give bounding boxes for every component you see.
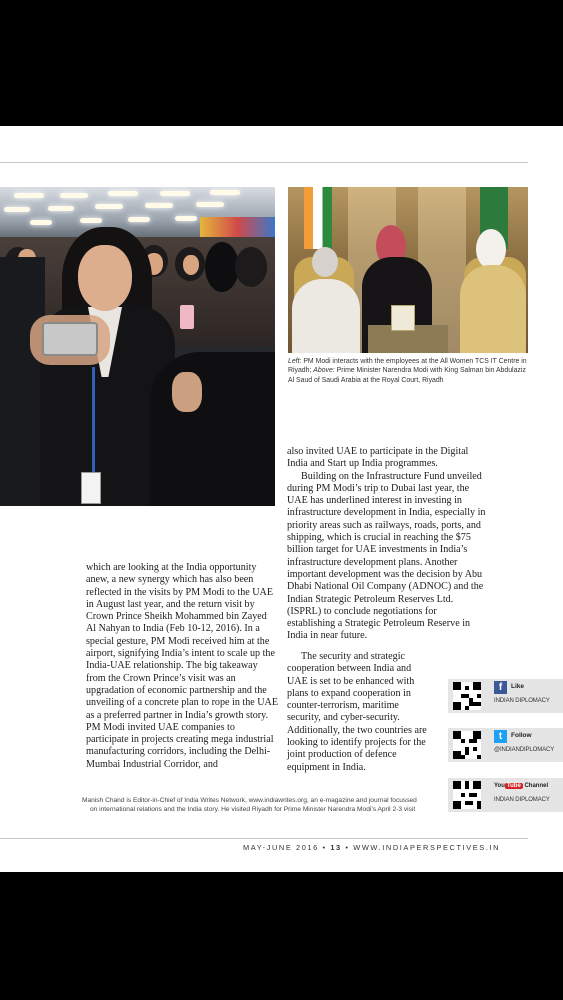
top-rule: [0, 162, 528, 163]
smartphone-icon: [42, 322, 98, 356]
footer-issue: MAY-JUNE 2016: [243, 843, 319, 852]
bottom-rule: [0, 838, 528, 839]
foreground-abaya: [150, 352, 275, 506]
body-paragraph: also invited UAE to participate in the Digital India and Start up India programmes.: [287, 446, 469, 470]
social-handle: INDIAN DIPLOMACY: [494, 797, 550, 803]
id-badge: [81, 472, 101, 504]
caption-left-label: Left:: [288, 358, 302, 365]
social-network-label: Like: [511, 683, 525, 690]
author-note-line: Manish Chand is Editor-in-Chief of India Writes Network, www.indiawrites.org, an e-magazine and journal focussed: [82, 797, 417, 804]
social-youtube[interactable]: [448, 778, 563, 812]
body-column-right-upper: [287, 446, 487, 643]
social-twitter[interactable]: [448, 728, 563, 762]
caption-above-text: Prime Minister Narendra Modi with King Salman bin Abdulaziz Al Saud of Saudi Arabia at the Royal Court, Riyadh: [288, 367, 526, 384]
social-network-label: Follow: [511, 732, 532, 739]
magazine-page: [0, 126, 563, 872]
caption-left-text: PM Modi interacts with the employees at the All Women TCS IT Centre in Riyadh;: [288, 358, 527, 375]
social-facebook[interactable]: [448, 679, 563, 713]
ornament: [391, 305, 415, 331]
author-note-line: on international relations and the India story. He visited Riyadh for Prime Minister Narendra Modi’s April 2-3 visit: [90, 806, 416, 813]
foreground-person: [0, 257, 45, 506]
footer-separator: •: [345, 843, 350, 852]
caption-above-label: Above:: [313, 367, 335, 375]
footer-separator: •: [322, 843, 327, 852]
social-handle: @INDIANDIPLOMACY: [494, 747, 555, 753]
photo-caption: [288, 357, 528, 385]
footer-website: WWW.INDIAPERSPECTIVES.IN: [353, 843, 501, 852]
author-note: [82, 796, 442, 814]
facebook-icon: f: [494, 681, 507, 694]
social-handle: INDIAN DIPLOMACY: [494, 698, 550, 704]
body-column-left: [86, 562, 278, 771]
body-paragraph: which are looking at the India opportunity anew, a new synergy which has also been reflected in the visits by PM Modi to the UAE in August last year, and the return visit by Crown Prince Sheikh Mohammed bin Zayed Al Nahyan to India (Feb 10-12, 2016). In a special gesture, PM Modi received him at the airport, signifying India’s intent to scale up the India-UAE relationship. The big takeaway from the Crown Prince’s visit was an upgradation of economic partnership and the unveiling of a concrete plan to rope in the UAE as a preferred partner in India’s growth story. PM Modi invited UAE companies to participate in projects creating mega industrial manufacturing corridors, including the Delhi-Mumbai Industrial Corridor, and: [86, 562, 278, 770]
body-paragraph: The security and strategic cooperation between India and UAE is set to be enhanced with plans to expand cooperation in counter-terrorism, maritime security, and cyber-security. Additionally, the two countries are looking to identify projects for the joint production of defence equipment in India.: [287, 651, 427, 773]
qr-code-icon: [453, 781, 481, 809]
raised-hand: [172, 372, 202, 412]
phone-icon: [180, 305, 194, 329]
body-paragraph: Building on the Infrastructure Fund unveiled during PM Modi’s trip to Dubai last year, the UAE has underlined interest in investing in infrastructure development in India, especially in priority areas such as railways, roads, ports, and shipping, which is crucial in reaching the $75 billion target for UAE investments in India’s infrastructure development plans. Another important development was the decision by Abu Dhabi National Oil Company (ADNOC) and the Indian Strategic Petroleum Reserves Ltd. (ISPRL) to conclude negotiations for establishing a Strategic Petroleum Reserve in India in near future.: [287, 470, 486, 642]
youtube-logo-tube: Tube: [506, 783, 521, 789]
social-network-label: Channel: [524, 783, 549, 789]
woman-face: [78, 245, 132, 311]
lanyard: [92, 367, 95, 472]
twitter-icon: t: [494, 730, 507, 743]
qr-code-icon: [453, 682, 481, 710]
page-footer: [243, 843, 500, 852]
photo-royal-court: [288, 187, 528, 353]
page-number: 13: [330, 843, 342, 852]
youtube-icon: [494, 783, 548, 789]
body-column-right-lower: [287, 651, 430, 774]
photo-tcs-centre: [0, 187, 275, 506]
india-flag: [304, 187, 332, 249]
qr-code-icon: [453, 731, 481, 759]
youtube-logo-you: You: [494, 783, 505, 789]
